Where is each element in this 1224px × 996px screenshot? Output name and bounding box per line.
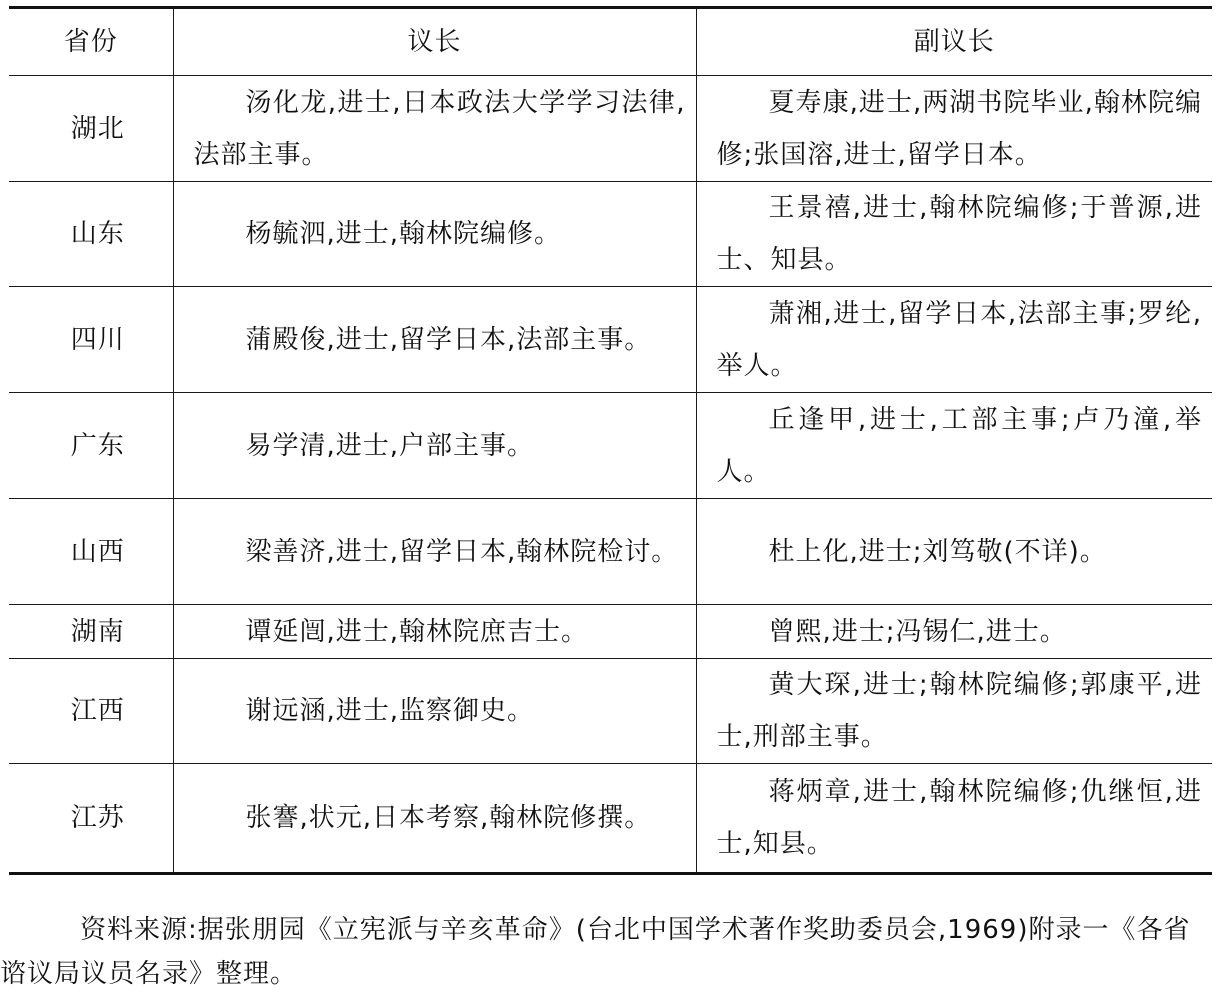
province-cell: 广东 <box>9 393 173 499</box>
speaker-cell <box>173 605 696 659</box>
vice-speaker-text: 蒋炳章,进士,翰林院编修;仇继恒,进士,知县。 <box>716 777 1202 859</box>
table-row <box>9 605 1212 659</box>
province-cell: 江西 <box>9 659 173 764</box>
vice-speaker-text: 杜上化,进士;刘笃敬(不详)。 <box>768 536 1107 567</box>
council-leaders-table <box>9 6 1212 875</box>
province-cell: 山西 <box>9 499 173 605</box>
speaker-cell <box>173 393 696 499</box>
speaker-cell <box>173 182 696 287</box>
header-province: 省份 <box>9 8 173 76</box>
speaker-cell <box>173 764 696 874</box>
speaker-text: 汤化龙,进士,日本政法大学学习法律,法部主事。 <box>193 87 686 170</box>
province-cell: 湖北 <box>9 76 173 182</box>
table-row <box>9 76 1212 182</box>
vice-speaker-cell <box>696 605 1212 659</box>
province-cell: 湖南 <box>9 605 173 659</box>
speaker-cell <box>173 76 696 182</box>
province-cell: 四川 <box>9 287 173 393</box>
source-note: 资料来源:据张朋园《立宪派与辛亥革命》(台北中国学术著作奖助委员会,1969)附录一《各省谘议局议员名录》整理。 <box>0 915 1191 989</box>
vice-speaker-cell <box>696 287 1212 393</box>
speaker-cell <box>173 659 696 764</box>
vice-speaker-text: 丘逢甲,进士,工部主事;卢乃潼,举人。 <box>716 404 1202 487</box>
speaker-text: 谭延闿,进士,翰林院庶吉士。 <box>245 616 589 647</box>
vice-speaker-cell <box>696 659 1212 764</box>
table-row <box>9 764 1212 874</box>
speaker-text: 易学清,进士,户部主事。 <box>245 430 535 461</box>
vice-speaker-text: 曾熙,进士;冯锡仁,进士。 <box>768 616 1067 647</box>
table-header-row <box>9 8 1212 76</box>
vice-speaker-cell <box>696 764 1212 874</box>
speaker-text: 杨毓泗,进士,翰林院编修。 <box>245 219 562 249</box>
vice-speaker-text: 王景禧,进士,翰林院编修;于普源,进士、知县。 <box>716 193 1202 275</box>
header-vice-speaker: 副议长 <box>696 8 1212 76</box>
province-cell: 江苏 <box>9 764 173 874</box>
speaker-text: 张謇,状元,日本考察,翰林院修撰。 <box>245 803 652 833</box>
speaker-cell <box>173 287 696 393</box>
speaker-text: 谢远涵,进士,监察御史。 <box>245 696 535 726</box>
speaker-cell <box>173 499 696 605</box>
vice-speaker-cell <box>696 393 1212 499</box>
table-row <box>9 659 1212 764</box>
vice-speaker-cell <box>696 182 1212 287</box>
speaker-text: 梁善济,进士,留学日本,翰林院检讨。 <box>245 536 679 567</box>
table-row <box>9 499 1212 605</box>
table-row <box>9 182 1212 287</box>
table-row <box>9 287 1212 393</box>
table-row <box>9 393 1212 499</box>
vice-speaker-cell <box>696 499 1212 605</box>
vice-speaker-cell <box>696 76 1212 182</box>
vice-speaker-text: 黄大琛,进士;翰林院编修;郭康平,进士,刑部主事。 <box>716 670 1202 752</box>
speaker-text: 蒲殿俊,进士,留学日本,法部主事。 <box>245 324 652 355</box>
vice-speaker-text: 夏寿康,进士,两湖书院毕业,翰林院编修;张国溶,进士,留学日本。 <box>716 87 1202 170</box>
header-speaker: 议长 <box>173 8 696 76</box>
vice-speaker-text: 萧湘,进士,留学日本,法部主事;罗纶,举人。 <box>716 298 1202 381</box>
province-cell: 山东 <box>9 182 173 287</box>
